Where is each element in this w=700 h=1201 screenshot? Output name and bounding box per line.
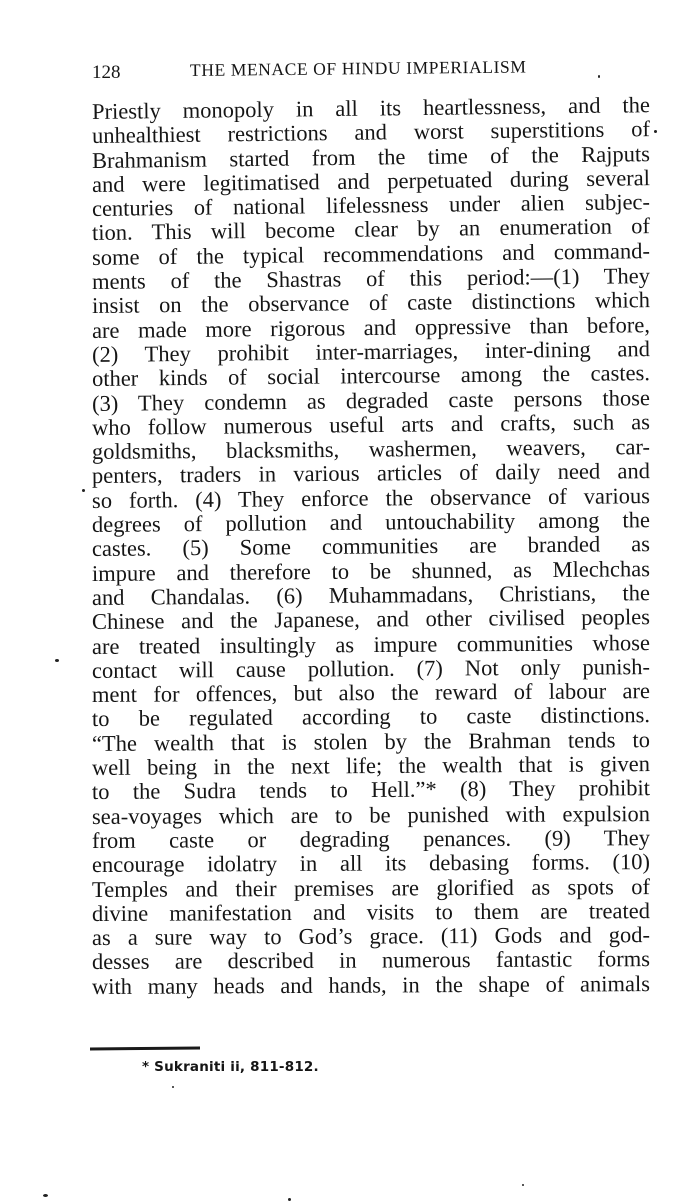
text-line: some of the typical recommendations and command- xyxy=(91,237,651,270)
text-line: sea-voyages which are to be punished with expulsion xyxy=(91,800,651,829)
text-line: “The wealth that is stolen by the Brahman tends to xyxy=(91,726,651,756)
text-line: desses are described in numerous fantastic forms xyxy=(91,946,651,975)
text-line: unhealthiest restrictions and worst superstitions of xyxy=(91,116,651,149)
scan-speck xyxy=(43,1194,48,1197)
footnote-rule xyxy=(90,1047,200,1051)
text-line: encourage idolatry in all its debasing forms. (10) xyxy=(91,849,651,878)
running-head xyxy=(92,58,612,82)
text-line: from caste or degrading penances. (9) They xyxy=(91,824,651,853)
text-line: as a sure way to God’s grace. (11) Gods and god- xyxy=(91,922,651,951)
scan-speck xyxy=(654,130,657,133)
page-number: 128 xyxy=(92,62,121,83)
text-line: Priestly monopoly in all its heartlessness, and the xyxy=(91,92,651,124)
text-line: and were legitimatised and perpetuated during several xyxy=(91,165,651,197)
scan-speck xyxy=(172,1086,174,1088)
text-line: to be regulated according to caste distinctions. xyxy=(91,702,651,732)
text-line: are made more rigorous and oppressive than before, xyxy=(91,311,651,343)
body-text xyxy=(91,92,652,999)
text-line: penters, traders in various articles of daily need and xyxy=(91,458,651,489)
text-line: so forth. (4) They enforce the observance of various xyxy=(91,482,651,513)
text-line: with many heads and hands, in the shape of animals xyxy=(91,970,651,999)
text-line: ment for offences, but also the reward of labour are xyxy=(91,678,651,708)
scan-speck xyxy=(55,659,59,662)
text-line: are treated insultingly as impure communities whose xyxy=(91,629,651,659)
text-line: Temples and their premises are glorified as spots of xyxy=(91,873,651,902)
text-line: other kinds of social intercourse among the castes. xyxy=(91,360,651,392)
text-line: divine manifestation and visits to them are treated xyxy=(91,897,651,926)
scan-speck xyxy=(598,75,600,78)
text-line: insist on the observance of caste distinctions which xyxy=(91,287,651,319)
text-line: contact will cause pollution. (7) Not only punish- xyxy=(91,653,651,683)
text-line: and Chandalas. (6) Muhammadans, Christians, the xyxy=(91,580,651,610)
text-line: impure and therefore to be shunned, as Mlechchas xyxy=(91,555,651,586)
text-line: (2) They prohibit inter-marriages, inter-dining and xyxy=(91,336,651,367)
text-line: degrees of pollution and untouchability among the xyxy=(91,507,651,538)
text-line: ments of the Shastras of this period:—(1) They xyxy=(91,263,651,295)
text-line: who follow numerous useful arts and crafts, such as xyxy=(91,409,651,440)
text-line: goldsmiths, blacksmiths, washermen, weavers, car- xyxy=(91,434,651,465)
text-line: centuries of national lifelessness under alien subjec- xyxy=(91,189,651,222)
text-line: tion. This will become clear by an enumeration of xyxy=(91,213,651,246)
scan-speck xyxy=(82,489,85,492)
text-line: to the Sudra tends to Hell.”* (8) They prohibit xyxy=(91,775,651,805)
text-line: castes. (5) Some communities are branded as xyxy=(91,531,651,562)
running-title: THE MENACE OF HINDU IMPERIALISM xyxy=(189,56,527,80)
text-line: Chinese and the Japanese, and other civilised peoples xyxy=(91,604,651,635)
text-line: (3) They condemn as degraded caste persons those xyxy=(91,384,651,416)
footnote: * Sukraniti ii, 811-812. xyxy=(142,1059,319,1075)
scan-speck xyxy=(522,1184,524,1186)
text-line: Brahmanism started from the time of the Rajputs xyxy=(91,140,651,173)
text-line: well being in the next life; the wealth that is given xyxy=(91,751,651,781)
